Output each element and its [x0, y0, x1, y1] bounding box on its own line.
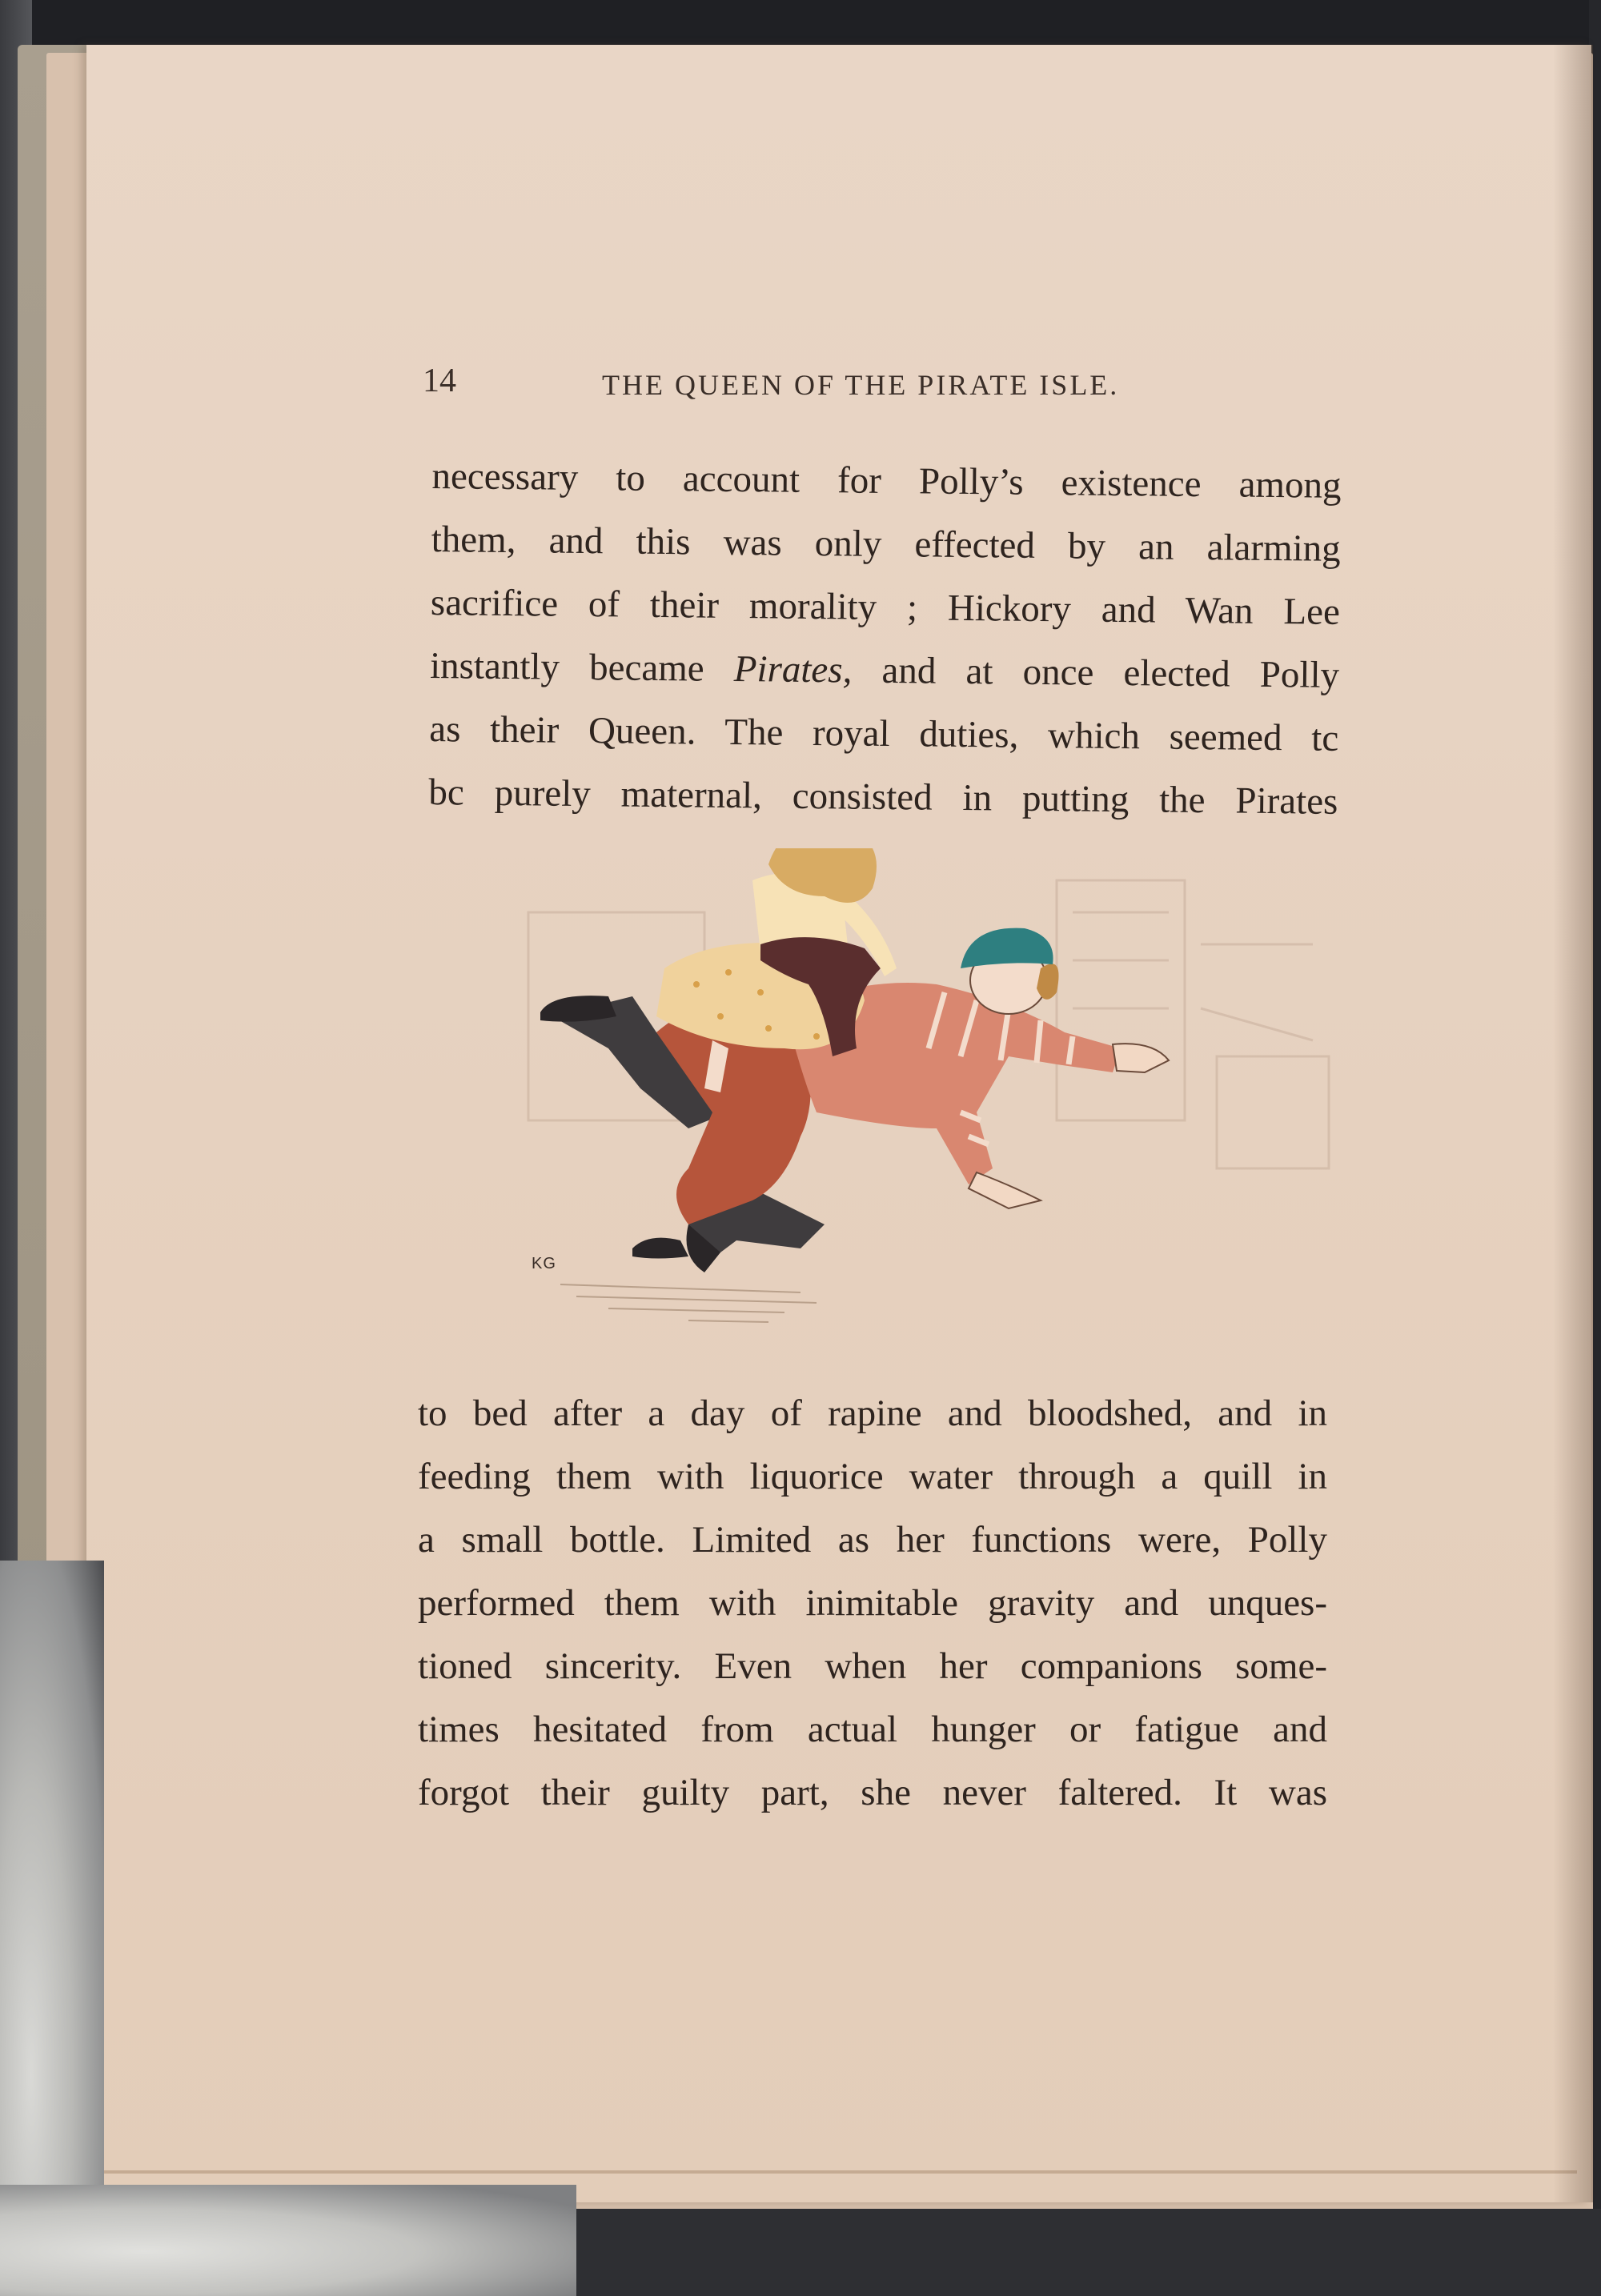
- italic-word: Pirates,: [733, 647, 853, 691]
- page-gutter-shadow: [1553, 45, 1593, 2202]
- text-line: a small bottle. Limited as her functions were, Polly: [418, 1519, 1327, 1561]
- support-cloth-bottom: [0, 2185, 576, 2296]
- text-line: feeding them with liquorice water through a quill in: [418, 1456, 1327, 1497]
- paragraph-top: [428, 445, 1342, 834]
- text-line: forgot their guilty part, she never faltered. It was: [418, 1772, 1327, 1813]
- page-number: 14: [423, 363, 456, 399]
- illustration-children-playing: [448, 848, 1329, 1360]
- boy-shoe-back: [540, 996, 616, 1022]
- text-line: as their Queen. The royal duties, which seemed tc: [429, 707, 1339, 759]
- text-line: to bed after a day of rapine and bloodshed, and in: [418, 1392, 1327, 1434]
- running-title: THE QUEEN OF THE PIRATE ISLE.: [602, 369, 1120, 401]
- page-bottom-edge: [88, 2170, 1577, 2174]
- photo-backdrop-bottom: [448, 2209, 1601, 2296]
- text-line: necessary to account for Polly’s existence among: [431, 455, 1342, 507]
- text-line: them, and this was only effected by an alarming: [431, 518, 1341, 570]
- text-line: performed them with inimitable gravity and unques-: [418, 1582, 1327, 1624]
- text-segment: and at once elected Polly: [852, 649, 1340, 696]
- boy-right-hand: [1113, 1044, 1169, 1072]
- boy-shoe-lower: [632, 1238, 688, 1259]
- boy-left-hand: [969, 1172, 1041, 1208]
- text-line: [430, 635, 1340, 707]
- text-line: tioned sincerity. Even when her companions some-: [418, 1645, 1327, 1687]
- ground-shading: [560, 1284, 817, 1322]
- text-line: bc purely maternal, consisted in putting the Pirates: [428, 771, 1338, 823]
- text-line: sacrifice of their morality ; Hickory and Wan Lee: [430, 581, 1341, 633]
- illustrator-initials: KG: [532, 1255, 556, 1272]
- text-line: times hesitated from actual hunger or fatigue and: [418, 1709, 1327, 1750]
- boy-cap: [961, 928, 1053, 968]
- paragraph-bottom: [418, 1382, 1327, 1825]
- running-head: [423, 362, 1223, 410]
- text-segment: instantly became: [429, 644, 735, 690]
